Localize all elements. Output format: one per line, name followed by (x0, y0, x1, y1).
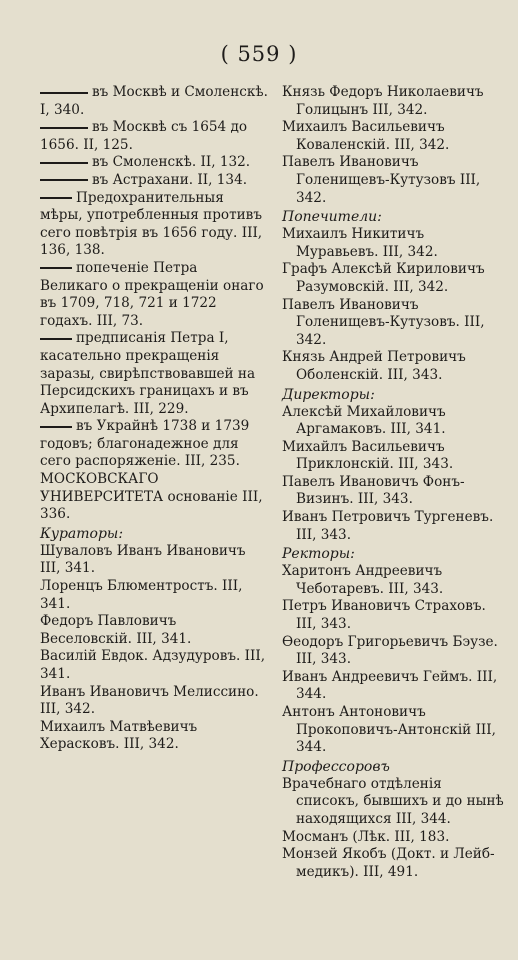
em-dash-rule (40, 338, 72, 340)
page-number: ( 559 ) (220, 42, 298, 66)
section-heading (282, 758, 506, 776)
entry-text: МОСКОВСКАГО УНИВЕРСИТЕТА основаніе III, 336. (40, 471, 263, 523)
entry-text: Лоренцъ Блюментростъ. III, 341. (40, 578, 243, 612)
em-dash-rule (40, 92, 88, 94)
em-dash-rule (40, 267, 72, 269)
em-dash-rule (40, 179, 88, 181)
entry-text: Михайлъ Васильевичъ Приклонскій. III, 343. (282, 438, 454, 473)
right-column (282, 84, 506, 881)
index-entry (40, 648, 268, 683)
index-entry (282, 509, 506, 544)
entry-text: Князь Федоръ Николаевичъ Голицынъ III, 342. (282, 84, 484, 118)
entry-text: Василій Евдок. Адзудуровъ. III, 341. (40, 648, 266, 682)
index-entry (282, 404, 506, 439)
index-entry (40, 543, 268, 578)
index-entry (282, 563, 506, 598)
em-dash-rule (40, 162, 88, 164)
entry-text: въ Смоленскѣ. II, 132. (92, 154, 251, 171)
entry-text: Харитонъ Андреевичъ Чеботаревъ. III, 343. (282, 563, 444, 597)
entry-text: Михаилъ Васильевичъ Коваленскій. III, 342. (282, 119, 450, 153)
index-entry (40, 84, 268, 119)
index-entry (282, 226, 506, 261)
index-entry (282, 776, 506, 829)
entry-text: Иванъ Андреевичъ Геймъ. III, 344. (282, 668, 498, 703)
index-entry (40, 260, 268, 330)
index-entry (282, 598, 506, 633)
index-entry (40, 119, 268, 154)
entry-text: Ѳеодоръ Григорьевичъ Бэузе. III, 343. (282, 633, 498, 668)
heading-text: Кураторы: (40, 525, 124, 542)
section-heading (282, 545, 506, 563)
index-entry (40, 719, 268, 754)
entry-text: Князь Андрей Петровичъ Оболенскій. III, 343. (282, 349, 466, 383)
section-heading (282, 386, 506, 404)
index-entry (40, 190, 268, 260)
index-entry (282, 261, 506, 296)
entry-text: попеченіе Петра Великаго о прекращеніи онаго въ 1709, 718, 721 и 1722 годахъ. III, 73. (40, 259, 264, 329)
entry-text: Алексѣй Михайловичъ Аргамаковъ. III, 341. (282, 403, 446, 438)
entry-text: Иванъ Ивановичъ Мелиссино. III, 342. (40, 683, 259, 718)
entry-text: Монзей Якобъ (Докт. и Лейб-медикъ). III, 491. (282, 846, 495, 880)
entry-text: Федоръ Павловичъ Веселовскій. III, 341. (40, 613, 192, 647)
index-entry (282, 669, 506, 704)
entry-text: Иванъ Петровичъ Тургеневъ. III, 343. (282, 509, 494, 543)
index-entry (40, 154, 268, 172)
index-entry (40, 684, 268, 719)
left-column (40, 84, 268, 754)
em-dash-rule (40, 426, 72, 428)
index-entry (282, 829, 506, 847)
heading-text: Попечители: (282, 209, 382, 226)
index-entry (40, 613, 268, 648)
index-entry (282, 349, 506, 384)
entry-text: Антонъ Антоновичъ Прокоповичъ-Антонскій III, 344. (282, 704, 496, 756)
index-entry (282, 704, 506, 757)
index-entry (282, 439, 506, 474)
entry-text: въ Москвѣ съ 1654 до 1656. II, 125. (40, 119, 248, 153)
index-entry (40, 330, 268, 418)
entry-text: Павелъ Ивановичъ Фонъ-Визинъ. III, 343. (282, 473, 465, 508)
entry-text: Предохранительныя мѣры, употребленныя противъ сего повѣтрія въ 1656 году. III, 136, 138. (40, 189, 263, 259)
index-entry (282, 119, 506, 154)
heading-text: Ректоры: (282, 546, 355, 563)
entry-text: въ Астрахани. II, 134. (92, 171, 248, 188)
index-entry (282, 154, 506, 207)
index-entry (282, 634, 506, 669)
entry-text: Графъ Алексѣй Кириловичъ Разумовскій. III, 342. (282, 261, 485, 295)
entry-text: Михаилъ Никитичъ Муравьевъ. III, 342. (282, 226, 438, 260)
index-entry (282, 84, 506, 119)
entry-text: Шуваловъ Иванъ Ивановичъ III, 341. (40, 542, 246, 577)
index-entry (282, 846, 506, 881)
entry-text: Петръ Ивановичъ Страховъ. III, 343. (282, 598, 486, 633)
entry-text: въ Украйнѣ 1738 и 1739 годовъ; благонадежное для сего распоряженіе. III, 235. (40, 418, 250, 470)
section-heading (282, 208, 506, 226)
entry-text: предписанія Петра I, касательно прекращенія заразы, свирѣпствовавшей на Персидскихъ границахъ и въ Архипелагѣ. III, 229. (40, 330, 256, 417)
entry-text: Врачебнаго отдѣленія списокъ, бывшихъ и до нынѣ находящихся III, 344. (282, 775, 504, 827)
entry-text: Павелъ Ивановичъ Голенищевъ-Кутузовъ III, 342. (282, 154, 481, 206)
heading-text: Профессоровъ (282, 758, 390, 775)
index-entry (282, 474, 506, 509)
entry-text: Михаилъ Матвѣевичъ Херасковъ. III, 342. (40, 718, 198, 753)
em-dash-rule (40, 197, 72, 199)
heading-text: Директоры: (282, 386, 375, 403)
index-entry (40, 172, 268, 190)
index-entry (40, 578, 268, 613)
index-entry (282, 297, 506, 350)
entry-text: Мосманъ (Лѣк. III, 183. (282, 828, 450, 845)
em-dash-rule (40, 127, 88, 129)
entry-text: Павелъ Ивановичъ Голенищевъ-Кутузовъ. III, 342. (282, 296, 485, 348)
index-entry (40, 471, 268, 524)
section-heading (40, 525, 268, 543)
entry-text: въ Москвѣ и Смоленскѣ. I, 340. (40, 84, 268, 118)
index-entry (40, 418, 268, 471)
